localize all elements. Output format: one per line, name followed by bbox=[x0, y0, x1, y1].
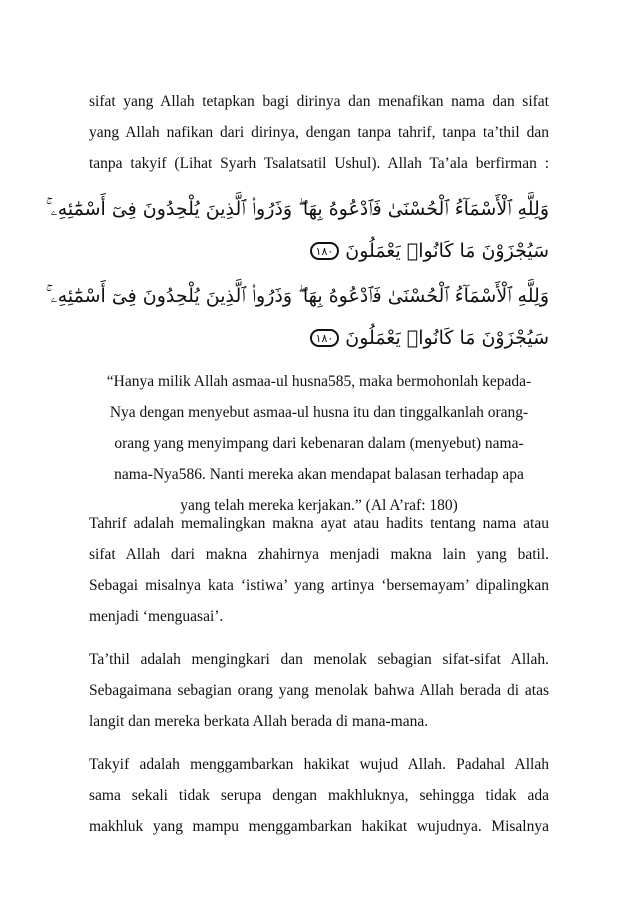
verse-repeat-line-1: وَلِلَّهِ ٱلْأَسْمَآءُ ٱلْحُسْنَىٰ فَٱدْعُوهُ بِهَا ۖ وَذَرُوا۟ ٱلَّذِينَ يُلْحِدُونَ فِىٓ أَسْمَٰٓئِهِۦ ۚ bbox=[45, 285, 549, 307]
tahrif-line-4: menjadi ‘menguasai’. bbox=[89, 608, 224, 625]
intro-line-2: yang Allah nafikan dari dirinya, dengan tanpa tahrif, tanpa ta’thil dan bbox=[89, 124, 549, 141]
intro-line-3: tanpa takyif (Lihat Syarh Tsalatsatil Ushul). Allah Ta’ala berfirman : bbox=[89, 155, 549, 172]
tahrif-line-1: Tahrif adalah memalingkan makna ayat atau hadits tentang nama atau bbox=[89, 515, 549, 532]
tathil-line-1: Ta’thil adalah mengingkari dan menolak sebagian sifat-sifat Allah. bbox=[89, 651, 549, 668]
verse-line-2-row bbox=[310, 231, 549, 271]
translation-line-5: yang telah mereka kerjakan.” (Al A’raf: 180) bbox=[180, 497, 458, 514]
translation-line-4: nama-Nya586. Nanti mereka akan mendapat balasan terhadap apa bbox=[114, 466, 524, 483]
takyif-line-1: Takyif adalah menggambarkan hakikat wujud Allah. Padahal Allah bbox=[89, 756, 549, 773]
tahrif-line-2: sifat Allah dari makna zhahirnya menjadi makna lain yang batil. bbox=[89, 546, 549, 563]
translation-line-3: orang yang menyimpang dari kebenaran dalam (menyebut) nama- bbox=[114, 435, 524, 452]
verse-translation bbox=[95, 366, 543, 521]
verse-repeat-line-2: سَيُجْزَوْنَ مَا كَانُوا۟ يَعْمَلُونَ bbox=[345, 327, 549, 349]
tahrif-line-3: Sebagai misalnya kata ‘istiwa’ yang artinya ‘bersemayam’ dipalingkan bbox=[89, 577, 549, 594]
ayah-number-marker-repeat: ١٨٠ bbox=[310, 329, 340, 347]
tathil-line-2: Sebagaimana sebagian orang yang menolak bahwa Allah berada di atas bbox=[89, 682, 549, 699]
verse-repeat-line-2-row bbox=[310, 318, 549, 358]
verse-line-2: سَيُجْزَوْنَ مَا كَانُوا۟ يَعْمَلُونَ bbox=[345, 240, 549, 262]
intro-line-1: sifat yang Allah tetapkan bagi dirinya dan menafikan nama dan sifat bbox=[89, 93, 549, 110]
takyif-line-3: makhluk yang mampu menggambarkan hakikat wujudnya. Misalnya bbox=[89, 818, 549, 835]
verse-line-1: وَلِلَّهِ ٱلْأَسْمَآءُ ٱلْحُسْنَىٰ فَٱدْعُوهُ بِهَا ۖ وَذَرُوا۟ ٱلَّذِينَ يُلْحِدُونَ فِىٓ أَسْمَٰٓئِهِۦ ۚ bbox=[45, 198, 549, 220]
tathil-line-3: langit dan mereka berkata Allah berada di mana-mana. bbox=[89, 713, 429, 730]
translation-line-2: Nya dengan menyebut asmaa-ul husna itu dan tinggalkanlah orang- bbox=[109, 404, 529, 421]
ayah-number-marker: ١٨٠ bbox=[310, 242, 340, 260]
takyif-line-2: sama sekali tidak serupa dengan makhluknya, sehingga tidak ada bbox=[89, 787, 549, 804]
translation-line-1: “Hanya milik Allah asmaa-ul husna585, maka bermohonlah kepada- bbox=[106, 373, 532, 390]
